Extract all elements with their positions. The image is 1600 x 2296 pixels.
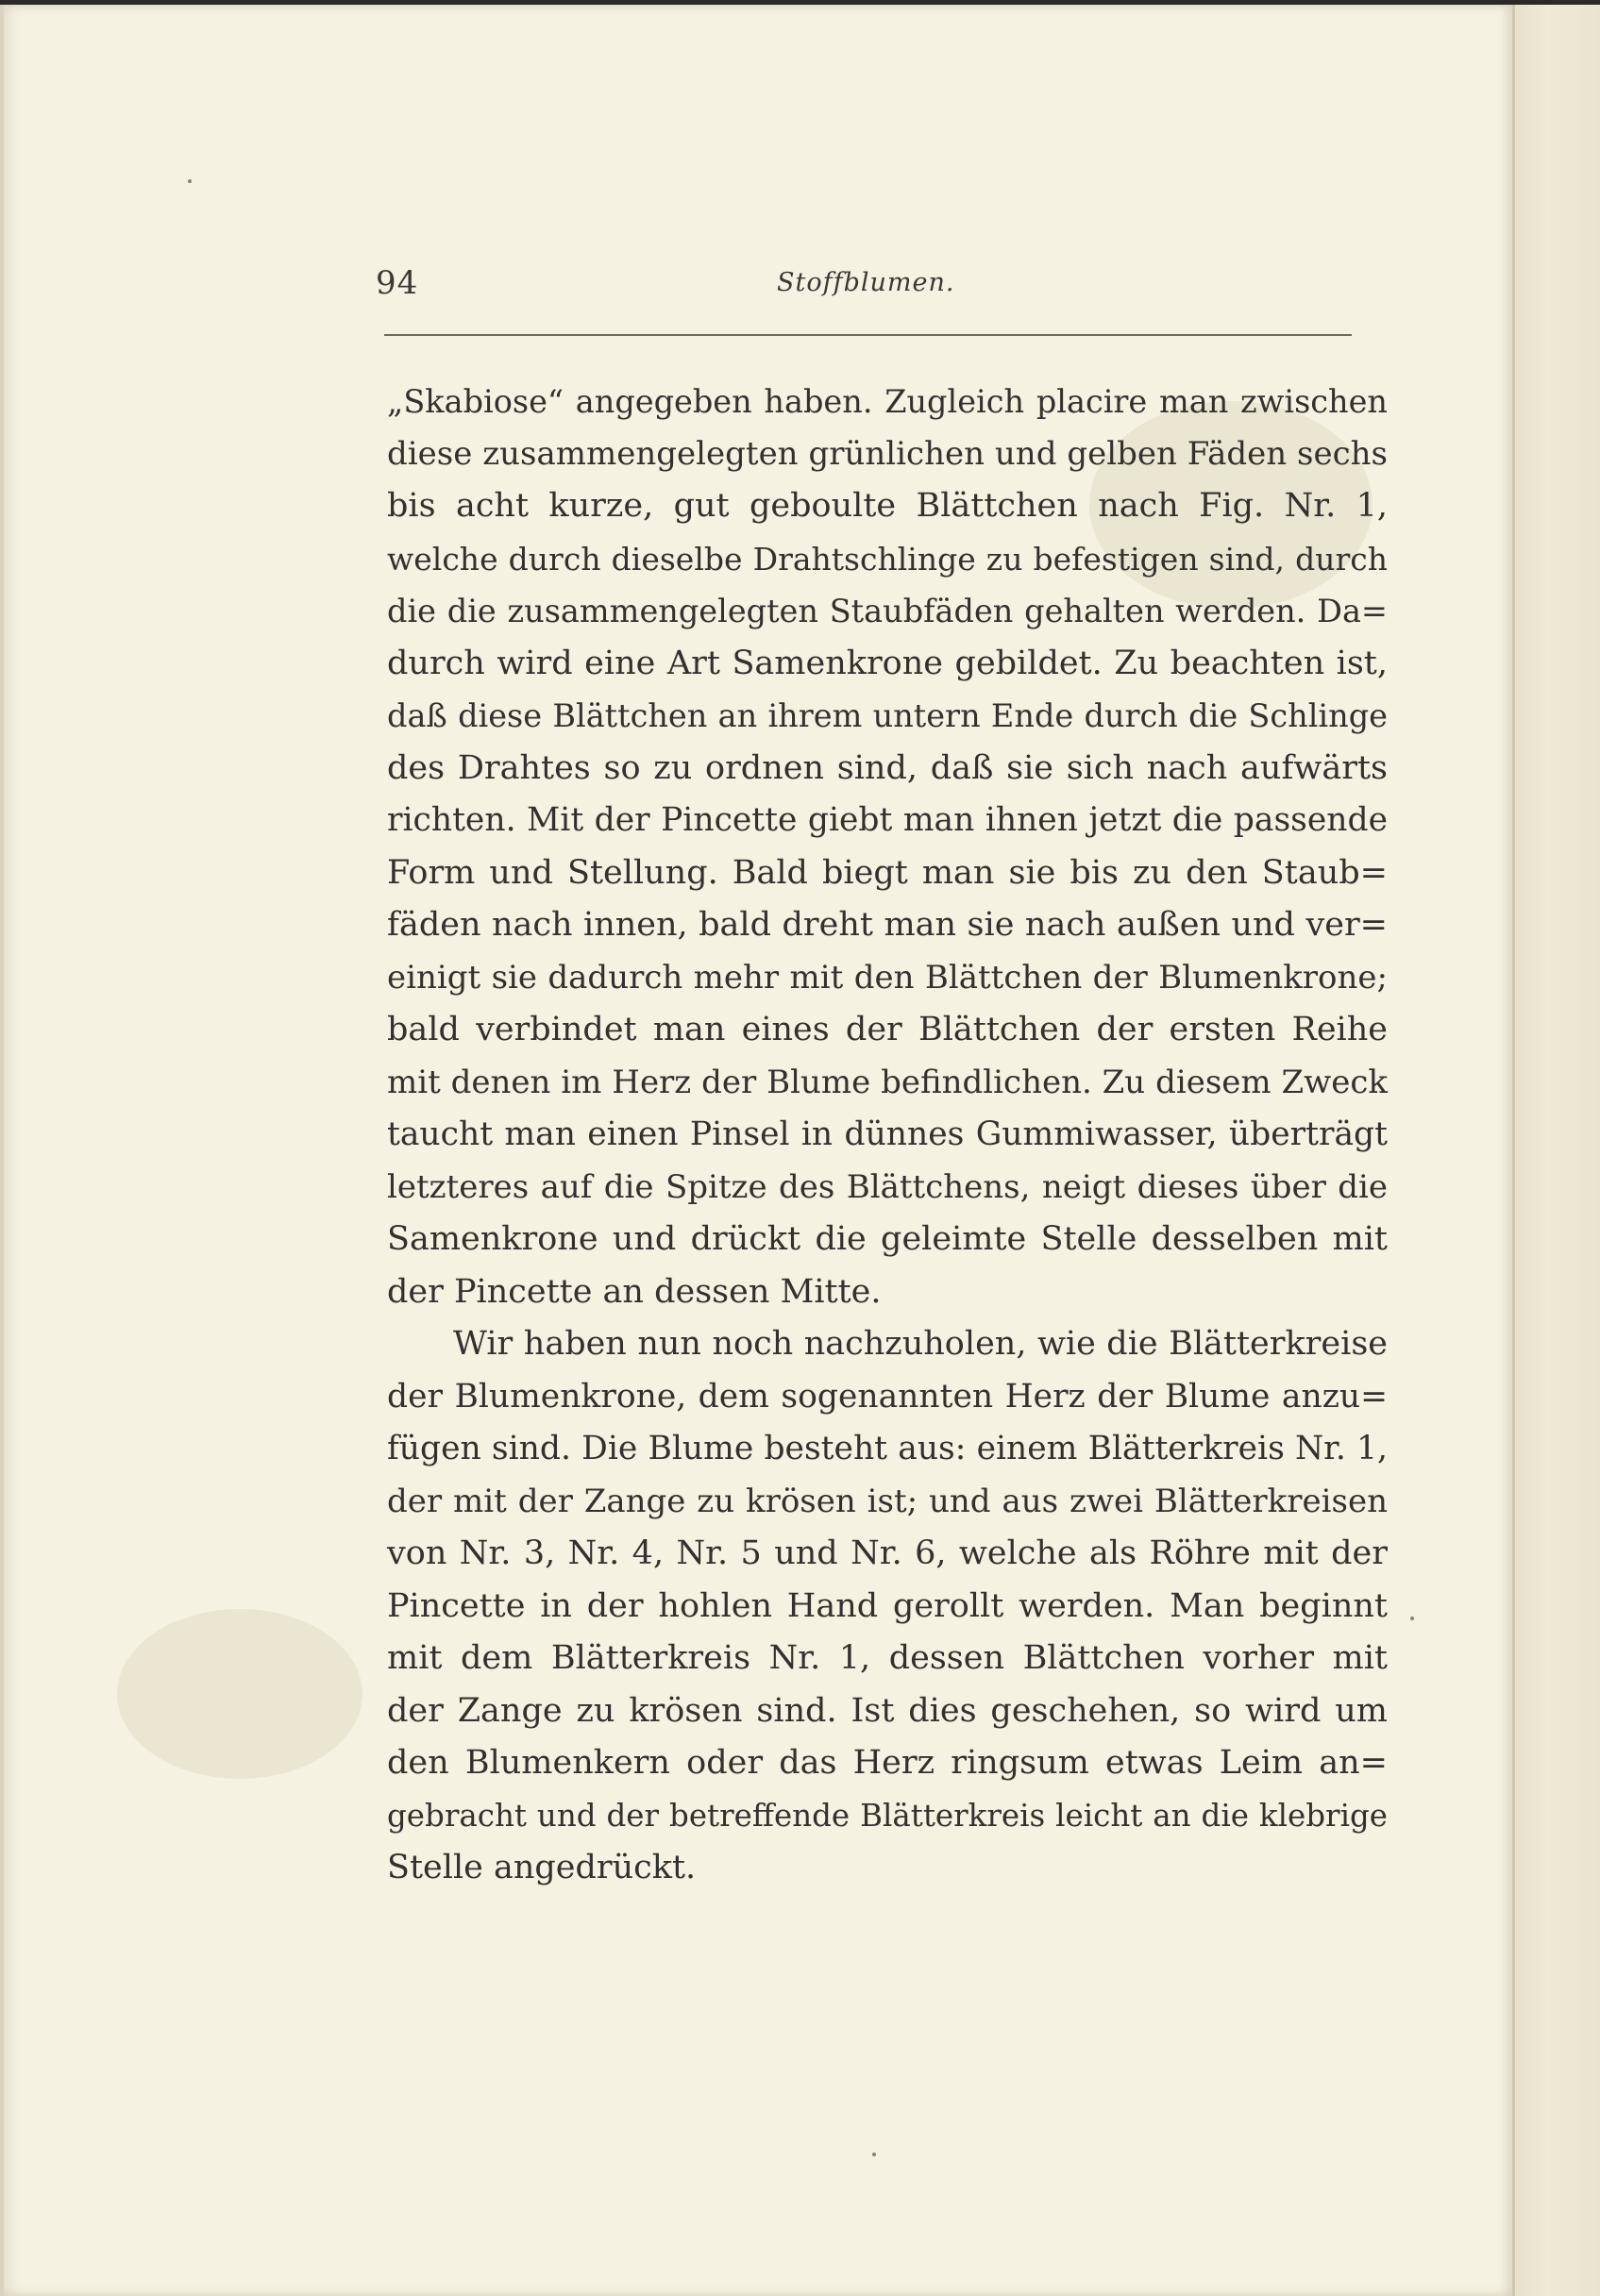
text-line: Samenkrone und drückt die geleimte Stelle desselben mit (387, 1220, 1388, 1258)
text-line: taucht man einen Pinsel in dünnes Gummiwasser, überträgt (387, 1115, 1388, 1153)
text-line: diese zusammengelegten grünlichen und gelben Fäden sechs (387, 434, 1388, 473)
text-line: mit denen im Herz der Blume befindlichen. Zu diesem Zweck (387, 1063, 1388, 1101)
paper-stain (117, 1609, 362, 1779)
page-header (376, 264, 1352, 311)
text-line: letzteres auf die Spitze des Blättchens, neigt dieses über die (387, 1167, 1388, 1206)
text-line: Wir haben nun noch nachzuholen, wie die Blätterkreise (453, 1325, 1388, 1363)
page-number: 94 (376, 264, 419, 302)
text-line: daß diese Blättchen an ihrem untern Ende durch die Schlinge (387, 697, 1388, 734)
text-line: einigt sie dadurch mehr mit den Blättchen der Blumenkrone; (387, 958, 1388, 997)
text-line: Form und Stellung. Bald biegt man sie bis zu den Staub= (387, 853, 1388, 892)
text-line: Pincette in der hohlen Hand gerollt werden. Man beginnt (387, 1586, 1388, 1625)
ink-speck (872, 2153, 876, 2156)
text-line: von Nr. 3, Nr. 4, Nr. 5 und Nr. 6, welche als Röhre mit der (387, 1534, 1388, 1572)
text-line: fäden nach innen, bald dreht man sie nach außen und ver= (387, 906, 1388, 944)
running-head: Stoffblumen. (777, 268, 955, 297)
text-line: gebracht und der betreffende Blätterkreis leicht an die klebrige (387, 1797, 1388, 1834)
text-line: den Blumenkern oder das Herz ringsum etwas Leim an= (387, 1744, 1388, 1782)
text-line: der mit der Zange zu krösen ist; und aus zwei Blätterkreisen (387, 1482, 1388, 1520)
page-fold (1512, 5, 1515, 2296)
text-line: fügen sind. Die Blume besteht aus: einem Blätterkreis Nr. 1, (387, 1430, 1388, 1467)
ink-speck (1410, 1617, 1414, 1620)
text-line: durch wird eine Art Samenkrone gebildet. Zu beachten ist, (387, 644, 1388, 682)
text-line: welche durch dieselbe Drahtschlinge zu befestigen sind, durch (387, 540, 1388, 578)
ink-speck (188, 179, 192, 183)
text-line: der Zange zu krösen sind. Ist dies geschehen, so wird um (387, 1691, 1388, 1730)
header-rule (384, 334, 1352, 336)
text-line: bald verbindet man eines der Blättchen der ersten Reihe (387, 1011, 1388, 1048)
text-line: der Blumenkrone, dem sogenannten Herz der Blume anzu= (387, 1377, 1388, 1416)
text-line: bis acht kurze, gut geboulte Blättchen nach Fig. Nr. 1, (387, 487, 1388, 525)
text-line: des Drahtes so zu ordnen sind, daß sie sich nach aufwärts (387, 748, 1388, 787)
text-line: mit dem Blätterkreis Nr. 1, dessen Blättchen vorher mit (387, 1639, 1388, 1677)
next-page-edge (1512, 5, 1600, 2296)
text-line: richten. Mit der Pincette giebt man ihnen jetzt die passende (387, 801, 1388, 839)
text-line: der Pincette an dessen Mitte. (387, 1272, 882, 1311)
body-text (387, 376, 1388, 1895)
text-line: die die zusammengelegten Staubfäden gehalten werden. Da= (387, 593, 1388, 629)
text-line: „Skabiose“ angegeben haben. Zugleich placire man zwischen (387, 383, 1388, 420)
text-line: Stelle angedrückt. (387, 1849, 697, 1886)
